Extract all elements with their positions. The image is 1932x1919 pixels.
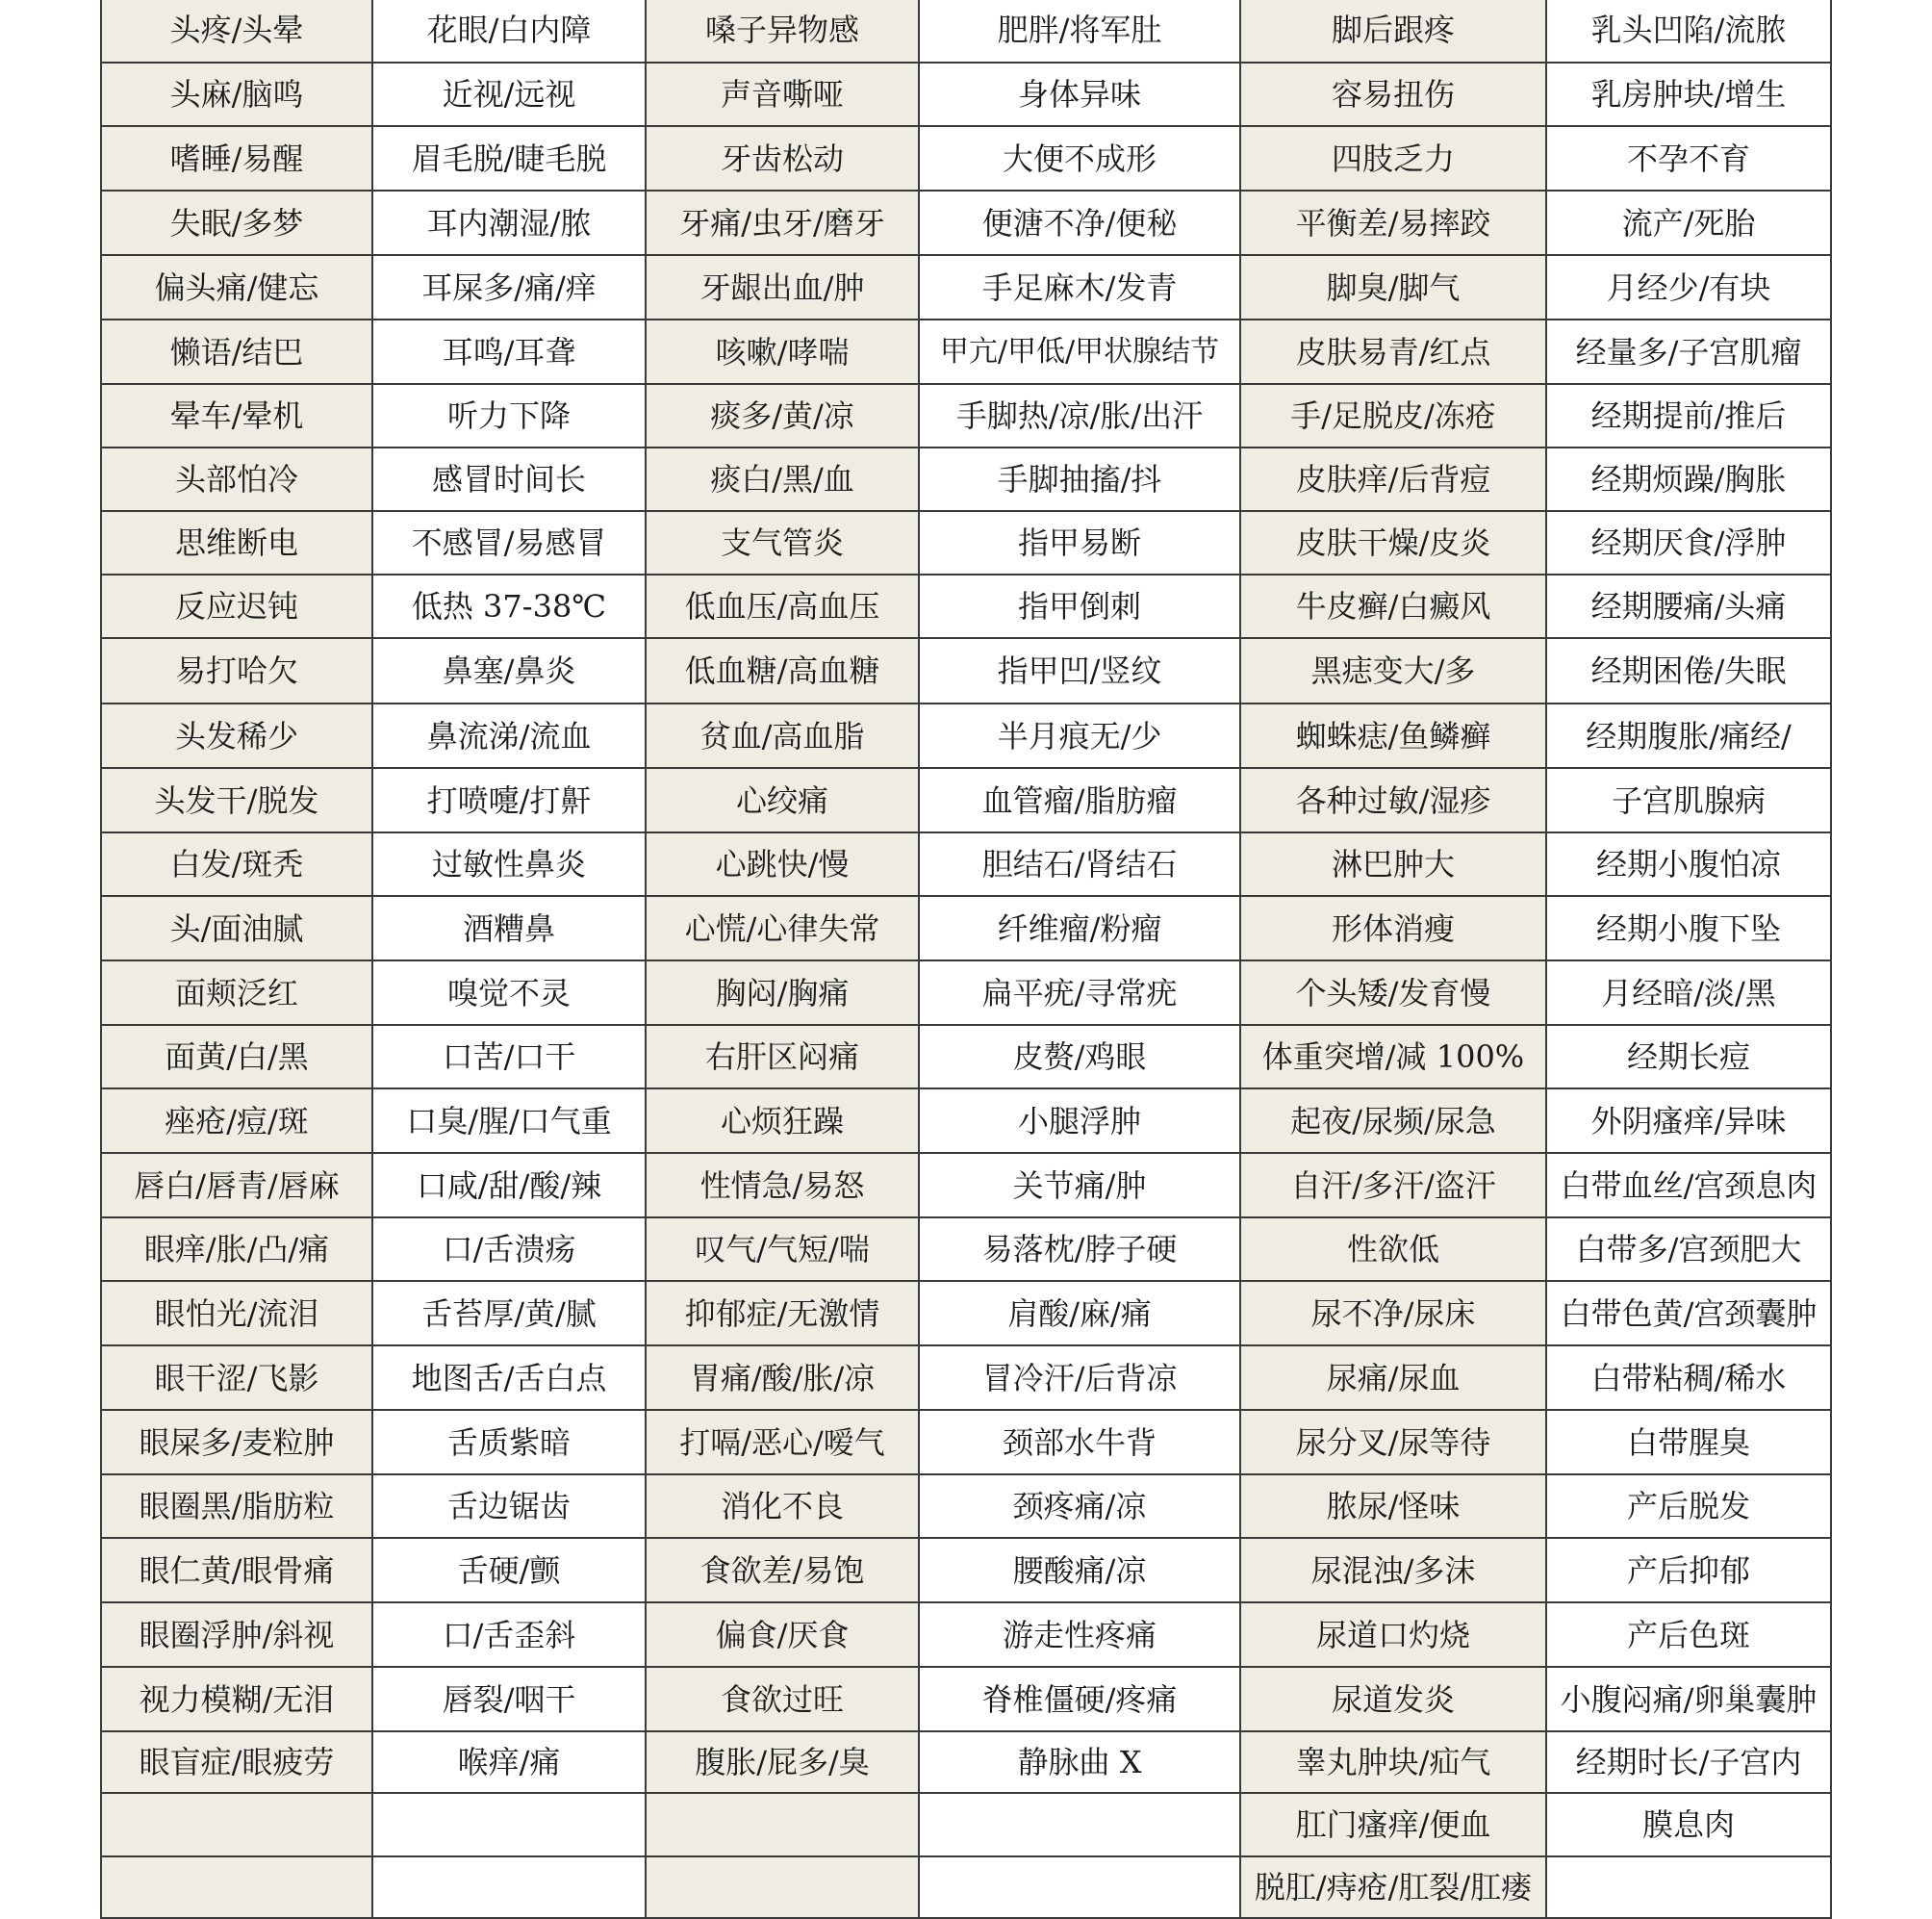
table-cell-r19-c1: 唇白/唇青/唇麻	[100, 1154, 373, 1218]
table-cell-r12-c1: 头发稀少	[100, 704, 373, 769]
table-cell-r6-c5: 皮肤易青/红点	[1241, 320, 1547, 385]
table-cell-r24-c1: 眼圈黑/脂肪粒	[100, 1475, 373, 1539]
table-cell-r11-c5: 黑痣变大/多	[1241, 639, 1547, 704]
table-cell-r4-c6: 流产/死胎	[1547, 192, 1832, 256]
table-cell-r23-c1: 眼屎多/麦粒肿	[100, 1411, 373, 1475]
table-cell-r21-c2: 舌苔厚/黄/腻	[373, 1282, 647, 1346]
table-cell-r13-c2: 打喷嚏/打鼾	[373, 769, 647, 833]
table-cell-r1-c1: 头疼/头晕	[100, 0, 373, 64]
table-cell-r15-c5: 形体消瘦	[1241, 897, 1547, 961]
table-cell-r17-c2: 口苦/口干	[373, 1026, 647, 1089]
table-cell-r11-c4: 指甲凹/竖纹	[920, 639, 1241, 704]
table-cell-r6-c1: 懒语/结巴	[100, 320, 373, 385]
table-cell-r19-c2: 口咸/甜/酸/辣	[373, 1154, 647, 1218]
table-cell-r19-c6: 白带血丝/宫颈息肉	[1547, 1154, 1832, 1218]
table-cell-r30-c5: 脱肛/痔疮/肛裂/肛瘘	[1241, 1857, 1547, 1919]
table-cell-r18-c4: 小腿浮肿	[920, 1089, 1241, 1154]
table-cell-r5-c5: 脚臭/脚气	[1241, 256, 1547, 320]
table-cell-r27-c2: 唇裂/咽干	[373, 1668, 647, 1732]
table-cell-r3-c3: 牙齿松动	[647, 127, 920, 192]
table-cell-r11-c1: 易打哈欠	[100, 639, 373, 704]
table-cell-r13-c1: 头发干/脱发	[100, 769, 373, 833]
table-cell-r7-c3: 痰多/黄/凉	[647, 385, 920, 448]
table-cell-r24-c2: 舌边锯齿	[373, 1475, 647, 1539]
table-cell-r6-c2: 耳鸣/耳聋	[373, 320, 647, 385]
table-cell-r3-c6: 不孕不育	[1547, 127, 1832, 192]
table-cell-r19-c4: 关节痛/肿	[920, 1154, 1241, 1218]
table-cell-r21-c3: 抑郁症/无激情	[647, 1282, 920, 1346]
table-cell-r2-c3: 声音嘶哑	[647, 64, 920, 127]
table-cell-r2-c6: 乳房肿块/增生	[1547, 64, 1832, 127]
table-cell-r12-c3: 贫血/高血脂	[647, 704, 920, 769]
table-cell-r4-c1: 失眠/多梦	[100, 192, 373, 256]
table-cell-r3-c5: 四肢乏力	[1241, 127, 1547, 192]
table-cell-r8-c2: 感冒时间长	[373, 448, 647, 512]
table-cell-r14-c5: 淋巴肿大	[1241, 833, 1547, 897]
table-cell-r25-c1: 眼仁黄/眼骨痛	[100, 1539, 373, 1603]
table-cell-r2-c4: 身体异味	[920, 64, 1241, 127]
table-cell-r10-c4: 指甲倒刺	[920, 576, 1241, 639]
table-cell-r30-c4	[920, 1857, 1241, 1919]
table-cell-r8-c4: 手脚抽搐/抖	[920, 448, 1241, 512]
symptom-table	[100, 0, 1832, 1911]
table-cell-r16-c5: 个头矮/发育慢	[1241, 961, 1547, 1026]
table-cell-r10-c2: 低热 37-38℃	[373, 576, 647, 639]
table-cell-r23-c6: 白带腥臭	[1547, 1411, 1832, 1475]
table-cell-r13-c4: 血管瘤/脂肪瘤	[920, 769, 1241, 833]
table-cell-r14-c3: 心跳快/慢	[647, 833, 920, 897]
table-cell-r23-c4: 颈部水牛背	[920, 1411, 1241, 1475]
table-cell-r7-c1: 晕车/晕机	[100, 385, 373, 448]
table-cell-r9-c1: 思维断电	[100, 512, 373, 576]
table-cell-r30-c3	[647, 1857, 920, 1919]
table-cell-r1-c3: 嗓子异物感	[647, 0, 920, 64]
table-cell-r30-c6	[1547, 1857, 1832, 1919]
table-cell-r29-c1	[100, 1794, 373, 1857]
table-cell-r1-c6: 乳头凹陷/流脓	[1547, 0, 1832, 64]
table-cell-r29-c5: 肛门瘙痒/便血	[1241, 1794, 1547, 1857]
table-cell-r28-c3: 腹胀/屁多/臭	[647, 1732, 920, 1794]
table-cell-r10-c5: 牛皮癣/白癜风	[1241, 576, 1547, 639]
table-cell-r8-c6: 经期烦躁/胸胀	[1547, 448, 1832, 512]
table-cell-r30-c1	[100, 1857, 373, 1919]
table-cell-r18-c3: 心烦狂躁	[647, 1089, 920, 1154]
table-cell-r24-c5: 脓尿/怪味	[1241, 1475, 1547, 1539]
table-cell-r11-c6: 经期困倦/失眠	[1547, 639, 1832, 704]
table-cell-r20-c5: 性欲低	[1241, 1218, 1547, 1282]
table-cell-r7-c2: 听力下降	[373, 385, 647, 448]
table-cell-r25-c5: 尿混浊/多沫	[1241, 1539, 1547, 1603]
table-cell-r25-c6: 产后抑郁	[1547, 1539, 1832, 1603]
table-cell-r7-c5: 手/足脱皮/冻疮	[1241, 385, 1547, 448]
table-cell-r20-c4: 易落枕/脖子硬	[920, 1218, 1241, 1282]
table-cell-r17-c1: 面黄/白/黑	[100, 1026, 373, 1089]
table-cell-r9-c2: 不感冒/易感冒	[373, 512, 647, 576]
table-cell-r22-c4: 冒冷汗/后背凉	[920, 1346, 1241, 1411]
table-cell-r2-c5: 容易扭伤	[1241, 64, 1547, 127]
table-cell-r15-c4: 纤维瘤/粉瘤	[920, 897, 1241, 961]
table-cell-r19-c3: 性情急/易怒	[647, 1154, 920, 1218]
table-cell-r15-c1: 头/面油腻	[100, 897, 373, 961]
table-cell-r10-c6: 经期腰痛/头痛	[1547, 576, 1832, 639]
table-cell-r29-c2	[373, 1794, 647, 1857]
table-cell-r9-c6: 经期厌食/浮肿	[1547, 512, 1832, 576]
table-cell-r24-c6: 产后脱发	[1547, 1475, 1832, 1539]
table-cell-r12-c6: 经期腹胀/痛经/	[1547, 704, 1832, 769]
table-cell-r13-c5: 各种过敏/湿疹	[1241, 769, 1547, 833]
table-cell-r9-c4: 指甲易断	[920, 512, 1241, 576]
table-cell-r4-c5: 平衡差/易摔跤	[1241, 192, 1547, 256]
table-cell-r20-c3: 叹气/气短/喘	[647, 1218, 920, 1282]
table-cell-r22-c3: 胃痛/酸/胀/凉	[647, 1346, 920, 1411]
table-cell-r28-c6: 经期时长/子宫内	[1547, 1732, 1832, 1794]
table-cell-r23-c2: 舌质紫暗	[373, 1411, 647, 1475]
table-cell-r22-c2: 地图舌/舌白点	[373, 1346, 647, 1411]
table-cell-r16-c2: 嗅觉不灵	[373, 961, 647, 1026]
table-cell-r15-c3: 心慌/心律失常	[647, 897, 920, 961]
table-cell-r20-c2: 口/舌溃疡	[373, 1218, 647, 1282]
table-cell-r29-c6: 膜息肉	[1547, 1794, 1832, 1857]
table-cell-r17-c5: 体重突增/减 100%	[1241, 1026, 1547, 1089]
table-cell-r4-c3: 牙痛/虫牙/磨牙	[647, 192, 920, 256]
table-cell-r11-c2: 鼻塞/鼻炎	[373, 639, 647, 704]
table-cell-r1-c5: 脚后跟疼	[1241, 0, 1547, 64]
table-cell-r8-c1: 头部怕冷	[100, 448, 373, 512]
table-cell-r21-c1: 眼怕光/流泪	[100, 1282, 373, 1346]
table-cell-r21-c6: 白带色黄/宫颈囊肿	[1547, 1282, 1832, 1346]
table-cell-r6-c3: 咳嗽/哮喘	[647, 320, 920, 385]
table-cell-r9-c3: 支气管炎	[647, 512, 920, 576]
table-cell-r18-c6: 外阴瘙痒/异味	[1547, 1089, 1832, 1154]
table-cell-r21-c4: 肩酸/麻/痛	[920, 1282, 1241, 1346]
table-cell-r15-c2: 酒糟鼻	[373, 897, 647, 961]
table-cell-r12-c4: 半月痕无/少	[920, 704, 1241, 769]
table-cell-r3-c1: 嗜睡/易醒	[100, 127, 373, 192]
table-cell-r7-c6: 经期提前/推后	[1547, 385, 1832, 448]
table-cell-r5-c2: 耳屎多/痛/痒	[373, 256, 647, 320]
table-cell-r18-c1: 痤疮/痘/斑	[100, 1089, 373, 1154]
table-cell-r27-c3: 食欲过旺	[647, 1668, 920, 1732]
table-cell-r20-c6: 白带多/宫颈肥大	[1547, 1218, 1832, 1282]
table-cell-r8-c5: 皮肤痒/后背痘	[1241, 448, 1547, 512]
table-cell-r11-c3: 低血糖/高血糖	[647, 639, 920, 704]
table-cell-r14-c6: 经期小腹怕凉	[1547, 833, 1832, 897]
table-cell-r5-c3: 牙龈出血/肿	[647, 256, 920, 320]
table-cell-r27-c1: 视力模糊/无泪	[100, 1668, 373, 1732]
table-cell-r17-c3: 右肝区闷痛	[647, 1026, 920, 1089]
table-cell-r26-c4: 游走性疼痛	[920, 1603, 1241, 1668]
table-cell-r3-c2: 眉毛脱/睫毛脱	[373, 127, 647, 192]
table-cell-r22-c5: 尿痛/尿血	[1241, 1346, 1547, 1411]
table-cell-r27-c4: 脊椎僵硬/疼痛	[920, 1668, 1241, 1732]
table-cell-r14-c4: 胆结石/肾结石	[920, 833, 1241, 897]
table-cell-r22-c6: 白带粘稠/稀水	[1547, 1346, 1832, 1411]
table-cell-r10-c1: 反应迟钝	[100, 576, 373, 639]
table-cell-r6-c4: 甲亢/甲低/甲状腺结节	[920, 320, 1241, 385]
table-cell-r22-c1: 眼干涩/飞影	[100, 1346, 373, 1411]
table-cell-r28-c4: 静脉曲 X	[920, 1732, 1241, 1794]
table-cell-r27-c5: 尿道发炎	[1241, 1668, 1547, 1732]
table-cell-r18-c5: 起夜/尿频/尿急	[1241, 1089, 1547, 1154]
table-cell-r16-c4: 扁平疣/寻常疣	[920, 961, 1241, 1026]
table-cell-r16-c3: 胸闷/胸痛	[647, 961, 920, 1026]
table-cell-r26-c5: 尿道口灼烧	[1241, 1603, 1547, 1668]
table-cell-r13-c3: 心绞痛	[647, 769, 920, 833]
table-cell-r1-c2: 花眼/白内障	[373, 0, 647, 64]
table-cell-r14-c1: 白发/斑秃	[100, 833, 373, 897]
table-cell-r28-c2: 喉痒/痛	[373, 1732, 647, 1794]
table-cell-r27-c6: 小腹闷痛/卵巢囊肿	[1547, 1668, 1832, 1732]
table-cell-r28-c5: 睾丸肿块/疝气	[1241, 1732, 1547, 1794]
table-cell-r15-c6: 经期小腹下坠	[1547, 897, 1832, 961]
table-cell-r17-c6: 经期长痘	[1547, 1026, 1832, 1089]
table-cell-r28-c1: 眼盲症/眼疲劳	[100, 1732, 373, 1794]
table-cell-r10-c3: 低血压/高血压	[647, 576, 920, 639]
table-cell-r26-c3: 偏食/厌食	[647, 1603, 920, 1668]
table-cell-r23-c3: 打嗝/恶心/嗳气	[647, 1411, 920, 1475]
table-cell-r5-c6: 月经少/有块	[1547, 256, 1832, 320]
table-cell-r16-c1: 面颊泛红	[100, 961, 373, 1026]
table-cell-r19-c5: 自汗/多汗/盗汗	[1241, 1154, 1547, 1218]
table-cell-r7-c4: 手脚热/凉/胀/出汗	[920, 385, 1241, 448]
table-cell-r16-c6: 月经暗/淡/黑	[1547, 961, 1832, 1026]
table-cell-r26-c1: 眼圈浮肿/斜视	[100, 1603, 373, 1668]
table-cell-r8-c3: 痰白/黑/血	[647, 448, 920, 512]
table-cell-r24-c3: 消化不良	[647, 1475, 920, 1539]
table-cell-r24-c4: 颈疼痛/凉	[920, 1475, 1241, 1539]
table-cell-r9-c5: 皮肤干燥/皮炎	[1241, 512, 1547, 576]
table-cell-r14-c2: 过敏性鼻炎	[373, 833, 647, 897]
table-cell-r21-c5: 尿不净/尿床	[1241, 1282, 1547, 1346]
table-cell-r25-c3: 食欲差/易饱	[647, 1539, 920, 1603]
table-cell-r1-c4: 肥胖/将军肚	[920, 0, 1241, 64]
table-cell-r2-c1: 头麻/脑鸣	[100, 64, 373, 127]
table-cell-r13-c6: 子宫肌腺病	[1547, 769, 1832, 833]
table-cell-r3-c4: 大便不成形	[920, 127, 1241, 192]
table-cell-r4-c2: 耳内潮湿/脓	[373, 192, 647, 256]
table-cell-r26-c6: 产后色斑	[1547, 1603, 1832, 1668]
table-cell-r23-c5: 尿分叉/尿等待	[1241, 1411, 1547, 1475]
table-cell-r5-c1: 偏头痛/健忘	[100, 256, 373, 320]
table-cell-r12-c5: 蜘蛛痣/鱼鳞癣	[1241, 704, 1547, 769]
table-cell-r5-c4: 手足麻木/发青	[920, 256, 1241, 320]
table-cell-r4-c4: 便溏不净/便秘	[920, 192, 1241, 256]
table-cell-r29-c4	[920, 1794, 1241, 1857]
table-cell-r12-c2: 鼻流涕/流血	[373, 704, 647, 769]
table-cell-r25-c4: 腰酸痛/凉	[920, 1539, 1241, 1603]
table-cell-r25-c2: 舌硬/颤	[373, 1539, 647, 1603]
table-cell-r2-c2: 近视/远视	[373, 64, 647, 127]
table-cell-r29-c3	[647, 1794, 920, 1857]
table-cell-r18-c2: 口臭/腥/口气重	[373, 1089, 647, 1154]
table-cell-r30-c2	[373, 1857, 647, 1919]
table-cell-r26-c2: 口/舌歪斜	[373, 1603, 647, 1668]
table-cell-r6-c6: 经量多/子宫肌瘤	[1547, 320, 1832, 385]
table-cell-r20-c1: 眼痒/胀/凸/痛	[100, 1218, 373, 1282]
table-cell-r17-c4: 皮赘/鸡眼	[920, 1026, 1241, 1089]
